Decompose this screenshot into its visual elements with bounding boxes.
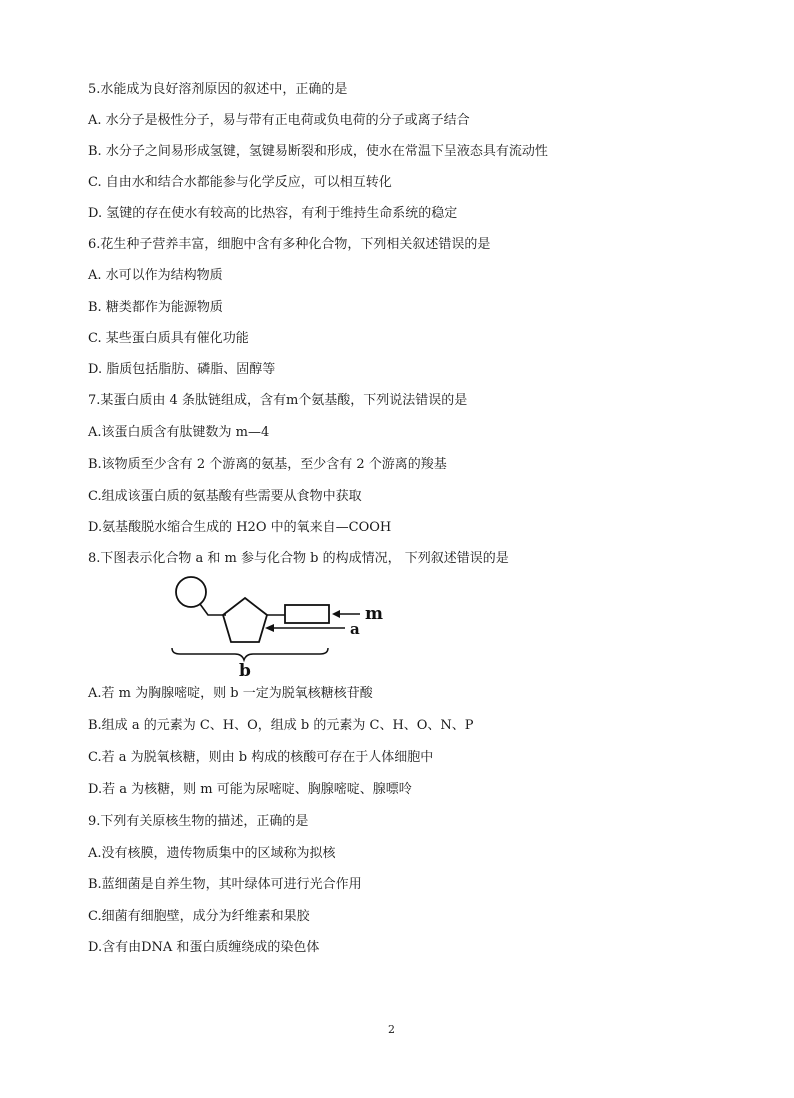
question-5-option-d: D. 氢键的存在使水有较高的比热容，有利于维持生命系统的稳定 xyxy=(88,206,458,221)
question-6-option-c: C. 某些蛋白质具有催化功能 xyxy=(88,331,249,346)
question-8-option-d: D.若 a 为核糖，则 m 可能为尿嘧啶、胸腺嘧啶、腺嘌呤 xyxy=(88,782,412,797)
page-number: 2 xyxy=(388,1023,395,1036)
question-8-stem: 8.下图表示化合物 a 和 m 参与化合物 b 的构成情况， 下列叙述错误的是 xyxy=(88,551,509,566)
nucleotide-diagram xyxy=(160,570,390,680)
question-5-stem: 5.水能成为良好溶剂原因的叙述中，正确的是 xyxy=(88,82,348,97)
question-7-option-d: D.氨基酸脱水缩合生成的 H2O 中的氧来自—COOH xyxy=(88,520,392,535)
question-5-option-a: A. 水分子是极性分子，易与带有正电荷或负电荷的分子或离子结合 xyxy=(88,113,470,128)
question-7-option-c: C.组成该蛋白质的氨基酸有些需要从食物中获取 xyxy=(88,489,362,504)
question-7-option-b: B.该物质至少含有 2 个游离的氨基，至少含有 2 个游离的羧基 xyxy=(88,457,447,472)
question-9-option-b: B.蓝细菌是自养生物，其叶绿体可进行光合作用 xyxy=(88,877,362,892)
base-rectangle xyxy=(285,605,329,623)
question-6-option-a: A. 水可以作为结构物质 xyxy=(88,268,223,283)
question-9-option-d: D.含有由DNA 和蛋白质缠绕成的染色体 xyxy=(88,940,320,955)
sugar-pentagon xyxy=(223,598,267,642)
arrow-m-head xyxy=(332,610,340,618)
question-8-option-c: C.若 a 为脱氧核糖，则由 b 构成的核酸可存在于人体细胞中 xyxy=(88,750,434,765)
phosphate-circle xyxy=(176,577,206,607)
question-5-option-b: B. 水分子之间易形成氢键，氢键易断裂和形成，使水在常温下呈液态具有流动性 xyxy=(88,144,548,159)
question-7-option-a: A.该蛋白质含有肽键数为 m—4 xyxy=(88,425,270,440)
question-8-option-b: B.组成 a 的元素为 C、H、O，组成 b 的元素为 C、H、O、N、P xyxy=(88,718,474,733)
question-9-stem: 9.下列有关原核生物的描述，正确的是 xyxy=(88,814,309,829)
question-6-option-d: D. 脂质包括脂肪、磷脂、固醇等 xyxy=(88,362,276,377)
question-9-option-a: A.没有核膜，遗传物质集中的区域称为拟核 xyxy=(88,846,336,861)
arrow-a-head xyxy=(265,624,274,632)
phosphate-sugar-bond xyxy=(200,604,226,615)
label-a: a xyxy=(350,620,360,638)
question-6-option-b: B. 糖类都作为能源物质 xyxy=(88,300,223,315)
label-b: b xyxy=(239,661,251,680)
question-9-option-c: C.细菌有细胞壁，成分为纤维素和果胶 xyxy=(88,909,310,924)
label-m: m xyxy=(365,604,383,624)
question-8-option-a: A.若 m 为胸腺嘧啶，则 b 一定为脱氧核糖核苷酸 xyxy=(88,686,373,701)
brace-b xyxy=(172,648,328,660)
question-7-stem: 7.某蛋白质由 4 条肽链组成，含有m个氨基酸，下列说法错误的是 xyxy=(88,393,468,408)
question-5-option-c: C. 自由水和结合水都能参与化学反应，可以相互转化 xyxy=(88,175,392,190)
question-6-stem: 6.花生种子营养丰富，细胞中含有多种化合物，下列相关叙述错误的是 xyxy=(88,237,491,252)
